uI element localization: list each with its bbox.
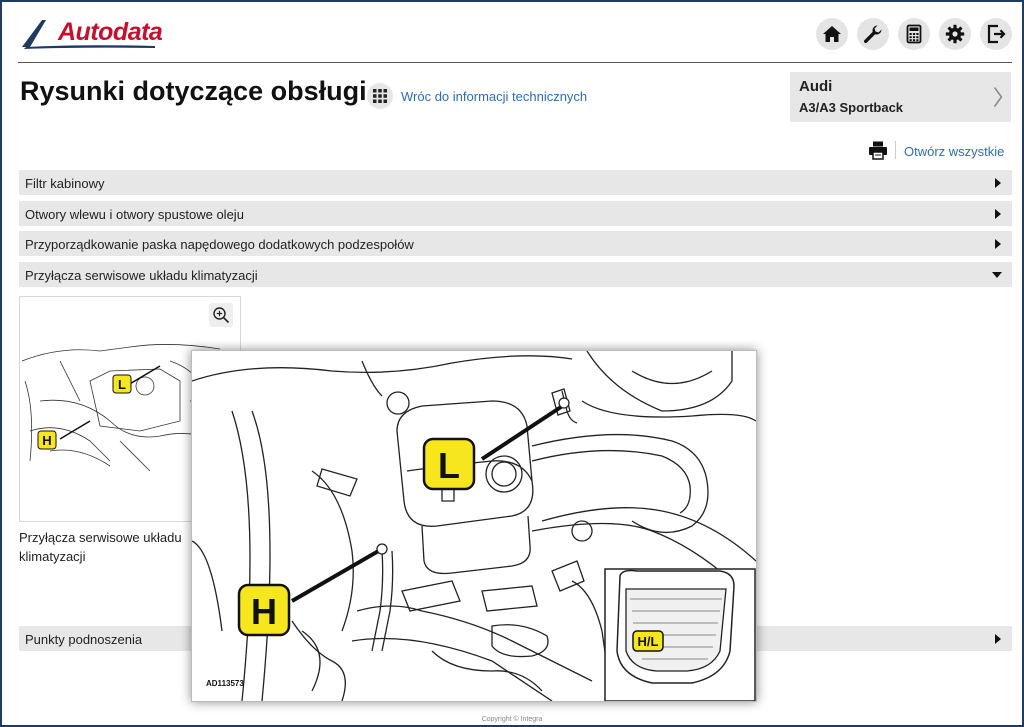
vehicle-selector[interactable] xyxy=(790,72,1011,122)
section-label: Otwory wlewu i otwory spustowe oleju xyxy=(25,207,244,222)
caret-right-icon xyxy=(994,634,1002,644)
figure-caption[interactable]: Przyłącza serwisowe układu klimatyzacji xyxy=(19,530,182,564)
gear-icon xyxy=(945,24,965,44)
section-label: Filtr kabinowy xyxy=(25,176,105,191)
section-label: Przyporządkowanie paska napędowego dodatkowych podzespołów xyxy=(25,237,414,252)
section-label: Punkty podnoszenia xyxy=(25,632,143,647)
zoom-button[interactable] xyxy=(209,303,233,327)
engine-bay-diagram xyxy=(192,351,756,701)
settings-button[interactable] xyxy=(939,18,971,50)
toolbar-separator xyxy=(895,141,896,159)
callout-high-pressure: H xyxy=(251,591,277,632)
vehicle-make: Audi xyxy=(799,78,833,95)
home-button[interactable] xyxy=(816,18,848,50)
technical-info-grid-button[interactable] xyxy=(367,83,393,109)
callout-low-pressure: L xyxy=(438,445,460,486)
calculator-icon xyxy=(904,24,924,44)
caret-right-icon xyxy=(994,178,1002,188)
logout-button[interactable] xyxy=(980,18,1012,50)
section-ac-service-ports[interactable] xyxy=(19,262,1012,287)
vehicle-model: A3/A3 Sportback xyxy=(799,100,904,115)
top-toolbar xyxy=(816,18,1012,50)
thumb-callout-high: H xyxy=(42,433,52,448)
home-icon xyxy=(822,24,842,44)
page-title: Rysunki dotyczące obsługi xyxy=(20,76,367,106)
header-divider xyxy=(18,62,1012,63)
back-to-technical-info-link[interactable]: Wróc do informacji technicznych xyxy=(401,89,588,104)
caret-down-icon xyxy=(992,271,1002,279)
caret-right-icon xyxy=(994,209,1002,219)
repair-button[interactable] xyxy=(857,18,889,50)
logo-text: Autodata xyxy=(58,18,163,46)
zoom-in-icon xyxy=(212,306,230,324)
section-drive-belt[interactable] xyxy=(19,231,1012,256)
calculator-button[interactable] xyxy=(898,18,930,50)
figure-code: AD113573 xyxy=(206,679,244,688)
copyright-text: Copyright © Integra xyxy=(481,716,543,723)
section-cabin-filter[interactable] xyxy=(19,170,1012,195)
section-oil-filler-drain[interactable] xyxy=(19,201,1012,226)
open-all-link[interactable]: Otwórz wszystkie xyxy=(904,144,1005,159)
logout-icon xyxy=(986,24,1006,44)
chevron-right-icon xyxy=(993,86,1003,108)
section-label: Przyłącza serwisowe układu klimatyzacji xyxy=(25,268,258,283)
print-icon[interactable] xyxy=(868,140,888,160)
wrench-icon xyxy=(863,24,883,44)
inset-callout: H/L xyxy=(637,634,659,649)
thumb-callout-low: L xyxy=(118,377,126,392)
autodata-logo[interactable] xyxy=(20,16,163,50)
grid-icon xyxy=(373,89,387,103)
caret-right-icon xyxy=(994,239,1002,249)
figure-enlarged-popup[interactable] xyxy=(191,350,757,702)
